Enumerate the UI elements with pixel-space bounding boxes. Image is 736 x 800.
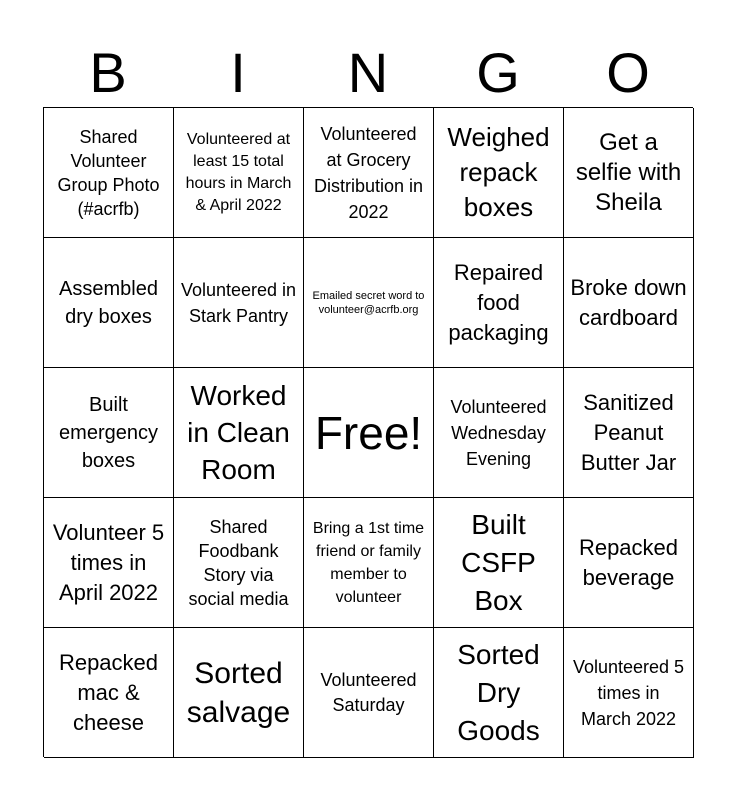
cell-text: Volunteered at Grocery Distribution in 2022 bbox=[313, 123, 424, 222]
bingo-cell[interactable] bbox=[44, 108, 174, 238]
bingo-cell[interactable] bbox=[564, 498, 694, 628]
cell-text: Bring a 1st time friend or family member to volunteer bbox=[312, 519, 425, 606]
bingo-cell[interactable] bbox=[434, 628, 564, 758]
bingo-cell[interactable] bbox=[304, 108, 434, 238]
cell-text: Built emergency boxes bbox=[59, 393, 158, 472]
cell-text: Volunteered in Stark Pantry bbox=[180, 279, 297, 326]
cell-text: Emailed secret word to volunteer@acrfb.org bbox=[312, 289, 425, 316]
cell-text: Repacked beverage bbox=[578, 534, 679, 590]
header-letter-b: B bbox=[89, 41, 127, 104]
bingo-cell[interactable] bbox=[174, 628, 304, 758]
bingo-cell[interactable] bbox=[434, 108, 564, 238]
bingo-cell[interactable] bbox=[564, 628, 694, 758]
bingo-cell[interactable] bbox=[44, 628, 174, 758]
bingo-cell[interactable] bbox=[304, 238, 434, 368]
cell-text: Free! bbox=[314, 406, 423, 459]
cell-text: Volunteered 5 times in March 2022 bbox=[572, 656, 685, 729]
header-letter-i: I bbox=[230, 41, 246, 104]
bingo-board bbox=[43, 107, 693, 757]
cell-text: Shared Volunteer Group Photo (#acrfb) bbox=[57, 126, 160, 219]
cell-text: Get a selfie with Sheila bbox=[575, 128, 682, 216]
cell-text: Shared Foodbank Story via social media bbox=[188, 516, 289, 609]
cell-text: Volunteer 5 times in April 2022 bbox=[52, 519, 165, 605]
bingo-cell[interactable] bbox=[304, 628, 434, 758]
bingo-cell[interactable] bbox=[564, 238, 694, 368]
cell-text: Volunteered Saturday bbox=[320, 669, 417, 715]
bingo-cell[interactable] bbox=[304, 498, 434, 628]
cell-text: Sanitized Peanut Butter Jar bbox=[580, 389, 677, 475]
cell-text: Built CSFP Box bbox=[461, 508, 536, 616]
header-letter-n: N bbox=[347, 41, 389, 104]
bingo-cell[interactable] bbox=[44, 238, 174, 368]
bingo-cell[interactable] bbox=[174, 498, 304, 628]
cell-text: Weighed repack boxes bbox=[447, 122, 550, 222]
cell-text: Volunteered at least 15 total hours in March & April 2022 bbox=[185, 130, 292, 214]
bingo-cell[interactable] bbox=[44, 368, 174, 498]
bingo-cell[interactable] bbox=[44, 498, 174, 628]
cell-text: Sorted salvage bbox=[186, 656, 291, 729]
bingo-cell[interactable] bbox=[564, 368, 694, 498]
cell-text: Repacked mac & cheese bbox=[58, 649, 159, 735]
header-letter-o: O bbox=[606, 41, 650, 104]
bingo-cell[interactable] bbox=[434, 368, 564, 498]
cell-text: Broke down cardboard bbox=[570, 274, 687, 330]
bingo-cell free-space[interactable] bbox=[304, 368, 434, 498]
bingo-cell[interactable] bbox=[564, 108, 694, 238]
bingo-cell[interactable] bbox=[174, 238, 304, 368]
cell-text: Assembled dry boxes bbox=[59, 277, 158, 328]
bingo-cell[interactable] bbox=[174, 368, 304, 498]
cell-text: Worked in Clean Room bbox=[187, 380, 290, 485]
bingo-header bbox=[43, 40, 693, 106]
cell-text: Sorted Dry Goods bbox=[457, 638, 540, 746]
bingo-cell[interactable] bbox=[174, 108, 304, 238]
cell-text: Repaired food packaging bbox=[448, 259, 549, 345]
bingo-cell[interactable] bbox=[434, 238, 564, 368]
bingo-cell[interactable] bbox=[434, 498, 564, 628]
cell-text: Volunteered Wednesday Evening bbox=[450, 396, 547, 469]
header-letter-g: G bbox=[476, 41, 520, 104]
